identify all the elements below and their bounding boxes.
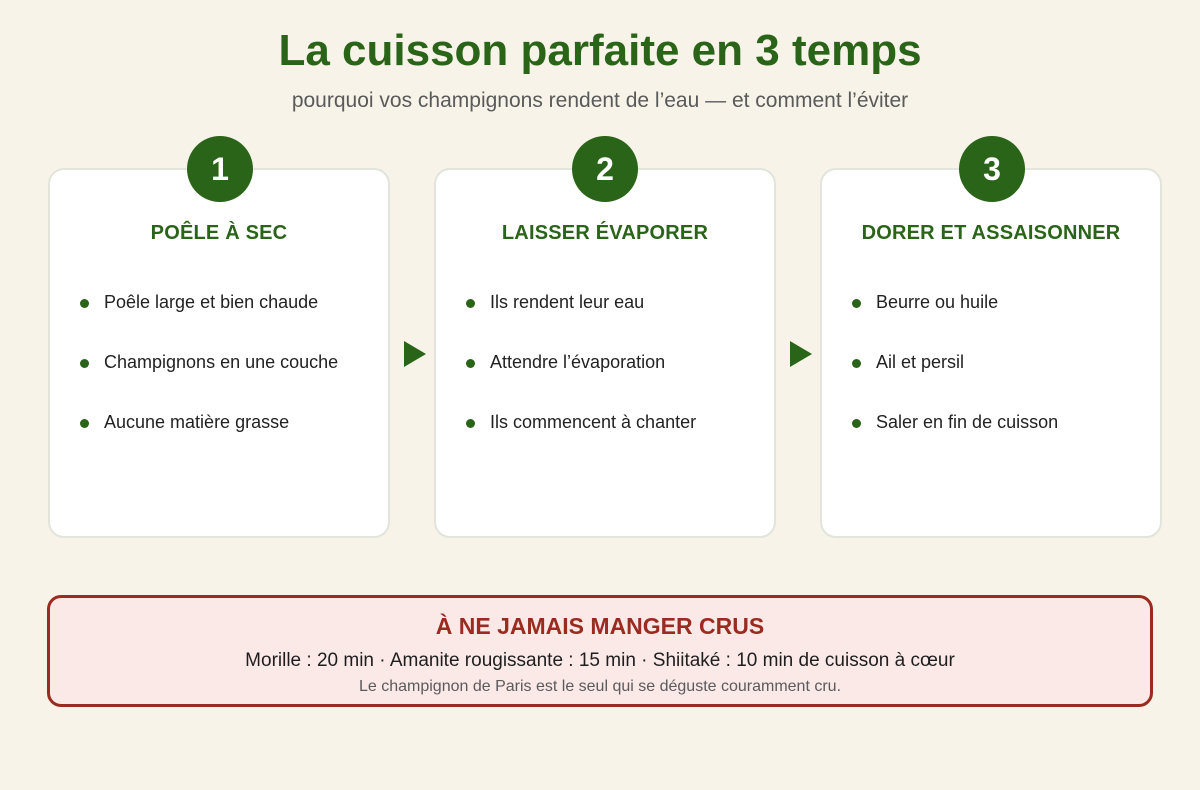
list-item [466,408,754,468]
bullet-icon [852,299,861,308]
step-2-number-badge: 2 [572,136,638,202]
bullet-icon [80,419,89,428]
list-item-label: Saler en fin de cuisson [876,412,1059,432]
list-item [852,288,1140,348]
list-item-label: Poêle large et bien chaude [104,292,319,312]
bullet-icon [466,299,475,308]
list-item-label: Beurre ou huile [876,292,999,312]
step-3-title: DORER ET ASSAISONNER [861,222,1121,244]
list-item-label: Aucune matière grasse [104,412,290,432]
step-2-title: LAISSER ÉVAPORER [501,222,709,244]
warning-cooking-times: Morille : 20 min · Amanite rougissante : 15 min · Shiitaké : 10 min de cuisson à cœur [245,650,955,671]
list-item [80,348,368,408]
step-1-title: POÊLE À SEC [150,222,288,244]
page-subtitle: pourquoi vos champignons rendent de l’eau — et comment l’éviter [291,89,909,112]
step-3-list [852,288,1140,468]
step-1-list [80,288,368,468]
list-item [80,408,368,468]
list-item-label: Ail et persil [876,352,965,372]
warning-title: À NE JAMAIS MANGER CRUS [435,613,765,639]
list-item-label: Ils commencent à chanter [490,412,697,432]
list-item [466,288,754,348]
list-item-label: Attendre l’évaporation [490,352,666,372]
step-2-card [434,168,776,538]
warning-note: Le champignon de Paris est le seul qui se déguste couramment cru. [358,678,842,695]
step-2-list [466,288,754,468]
bullet-icon [466,419,475,428]
step-3-number-badge: 3 [959,136,1025,202]
bullet-icon [80,359,89,368]
list-item [80,288,368,348]
bullet-icon [852,419,861,428]
list-item [466,348,754,408]
bullet-icon [80,299,89,308]
arrow-right-icon [790,341,812,367]
bullet-icon [466,359,475,368]
arrow-right-icon [404,341,426,367]
step-3-card [820,168,1162,538]
list-item-label: Ils rendent leur eau [490,292,645,312]
step-1-card [48,168,390,538]
list-item-label: Champignons en une couche [104,352,339,372]
list-item [852,348,1140,408]
list-item [852,408,1140,468]
page-title: La cuisson parfaite en 3 temps [278,26,922,75]
warning-box [47,595,1153,707]
bullet-icon [852,359,861,368]
step-1-number-badge: 1 [187,136,253,202]
